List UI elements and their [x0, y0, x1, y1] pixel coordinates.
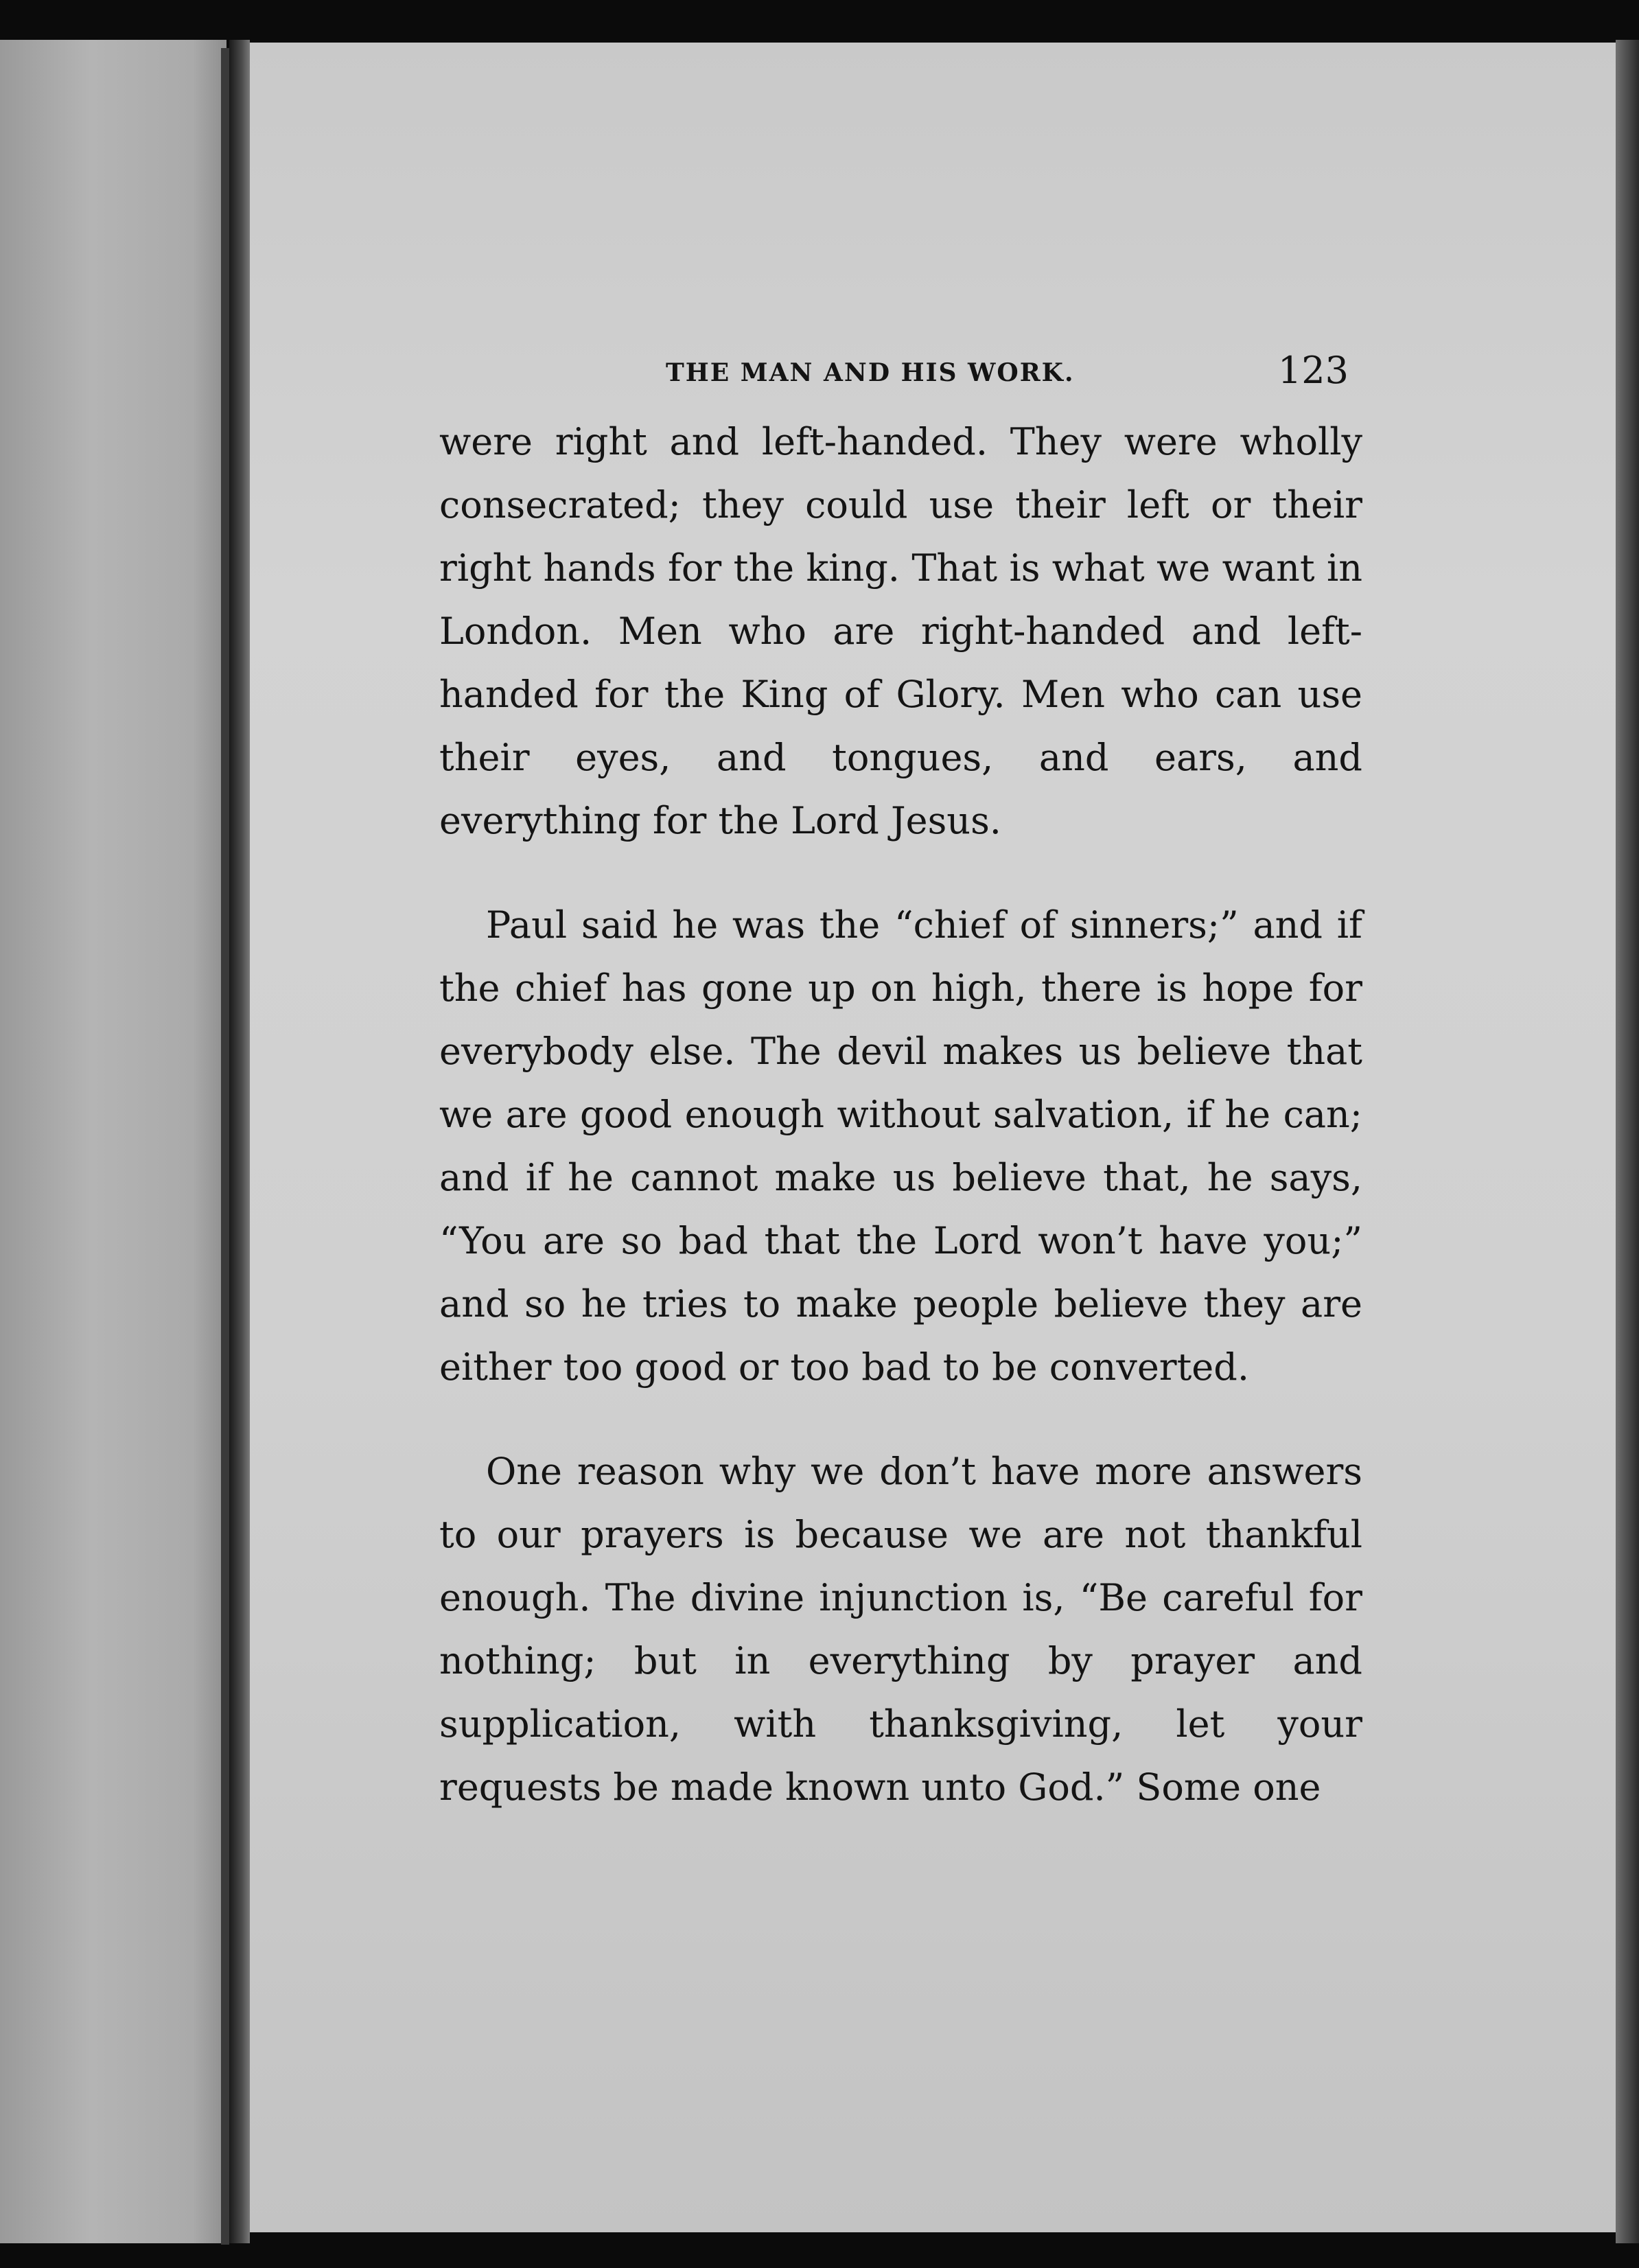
paragraph-3: One reason why we don’t have more answers to our prayers is because we are not thankful enough. The divine injunction is, “Be careful for nothing; but in everything by prayer and supplication, with thanksgiving, let your requests be made known unto God.” Some one: [439, 1450, 1362, 1809]
page-edge: [1616, 40, 1639, 2243]
page-text-block: [439, 343, 1362, 1819]
gutter-shadow: [229, 40, 250, 2243]
paragraph-1: were right and left-handed. They were wholly consecrated; they could use their left or their right hands for the king. That is what we want in London. Men who are right-handed and left-handed for the King of Glory. Men who can use their eyes, and tongues, and ears, and everything for the Lord Jesus.: [439, 420, 1362, 842]
page-number: 123: [1277, 349, 1349, 392]
paragraph-2: Paul said he was the “chief of sinners;” and if the chief has gone up on high, there is hope for everybody else. The devil makes us believe that we are good enough without salvation, if he can; and if he cannot make us believe that, he says, “You are so bad that the Lord won’t have you;” and so he tries to make people believe they are either too good or too bad to be converted.: [439, 903, 1362, 1389]
facing-page: [0, 40, 226, 2243]
running-title: THE MAN AND HIS WORK.: [666, 358, 1075, 387]
book-gutter: [221, 48, 229, 2245]
running-head: [439, 343, 1362, 398]
